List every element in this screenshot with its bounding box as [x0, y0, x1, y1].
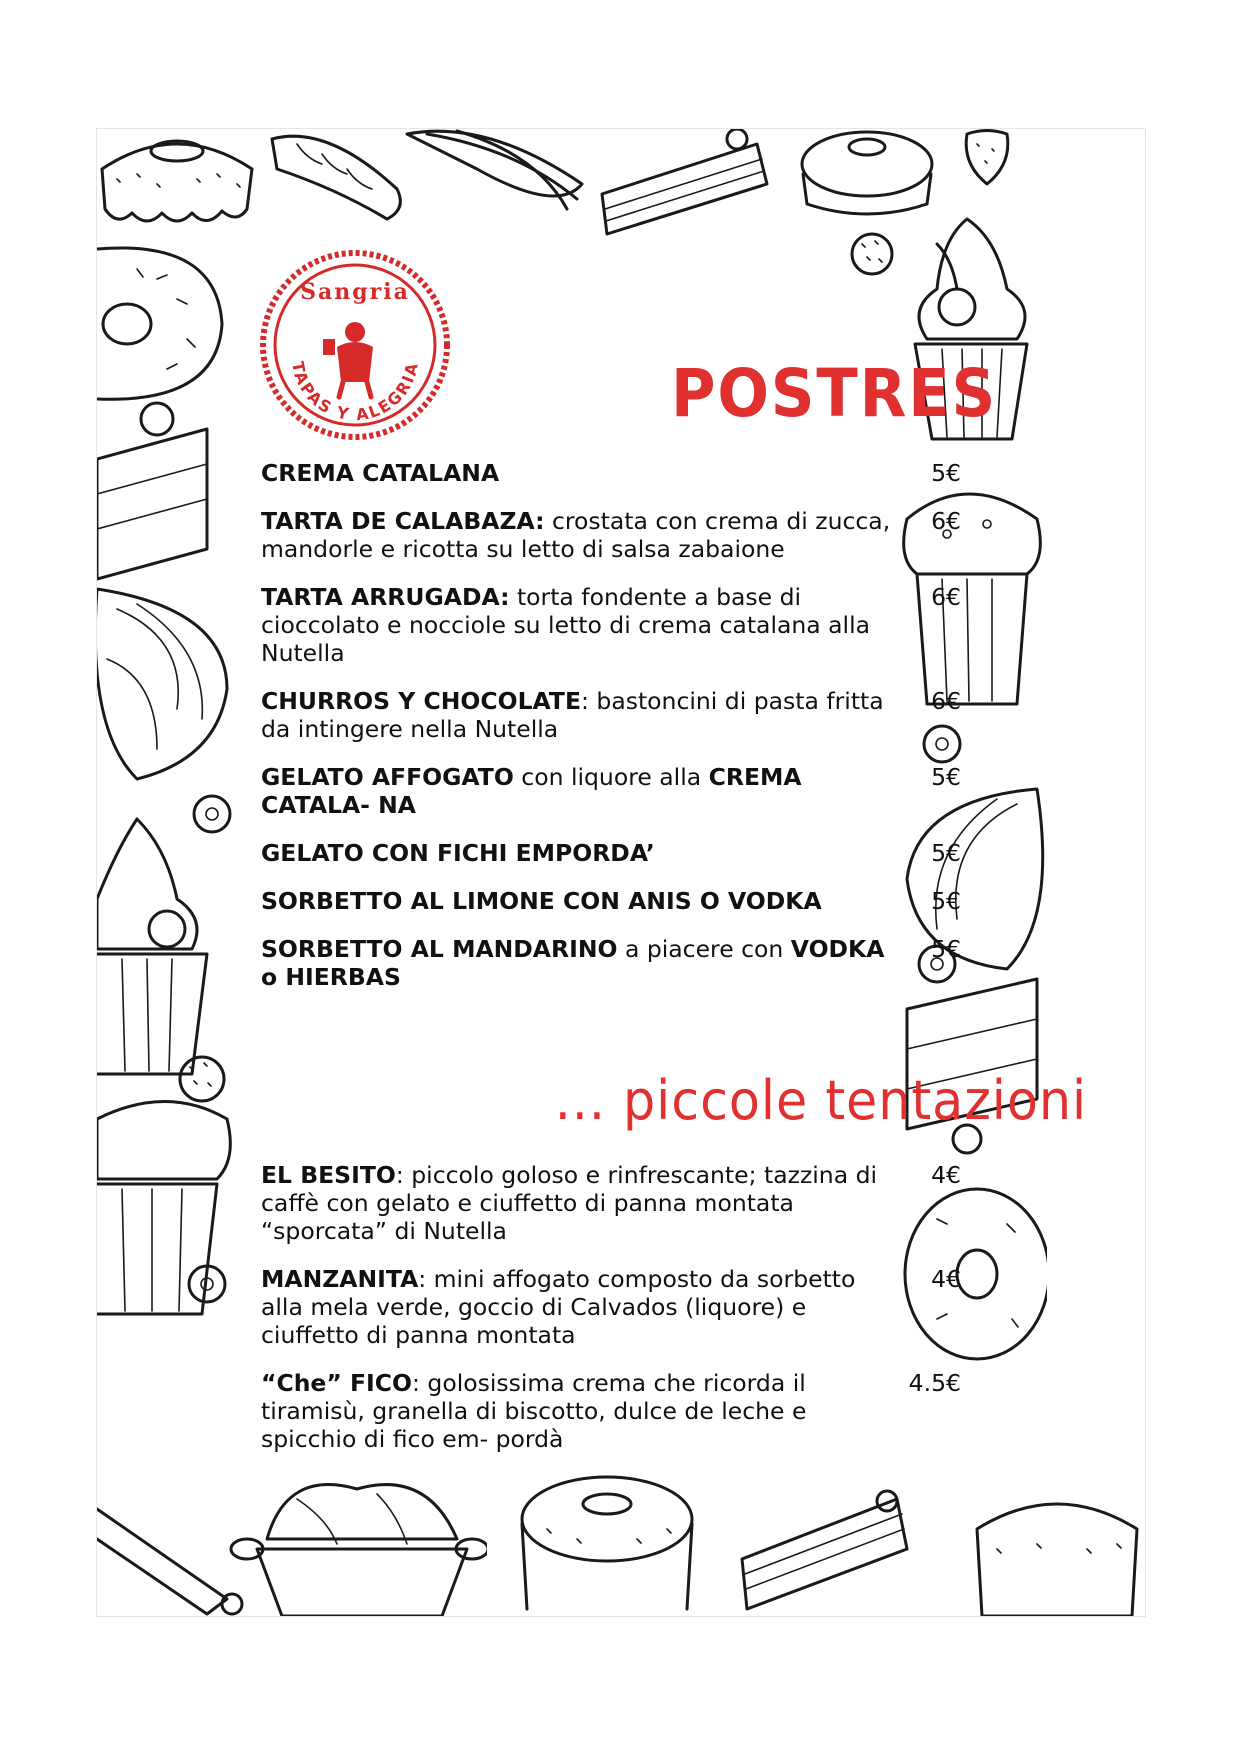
donut-illustration-bottom: [967, 1489, 1145, 1616]
menu-item: [261, 1369, 961, 1453]
logo-figure-icon: [323, 322, 373, 397]
item-price: 4.5€: [908, 1369, 961, 1397]
item-name: “Che” FICO: [261, 1369, 413, 1397]
item-price: 5€: [931, 839, 961, 867]
menu-page: [96, 128, 1146, 1617]
item-price: 5€: [931, 887, 961, 915]
menu-item: [261, 459, 961, 487]
cake-slice-illustration: [597, 129, 777, 239]
cake-slice-illustration-bottom: [737, 1489, 917, 1616]
menu-item: [261, 763, 961, 819]
layer-cake-illustration: [97, 399, 217, 589]
logo-tagline: TAPAS Y ALEGRIA: [288, 359, 423, 425]
item-name: MANZANITA: [261, 1265, 419, 1293]
item-description: con liquore alla: [513, 763, 709, 791]
item-description: a piacere con: [617, 935, 791, 963]
rolling-pin-illustration: [97, 1489, 247, 1616]
sprinkle-donut-illustration: [97, 239, 227, 409]
croissant-illustration: [97, 579, 237, 789]
item-name: EL BESITO: [261, 1161, 396, 1189]
raspberry-illustration: [847, 229, 897, 279]
item-description: : mini affogato composto da sorbetto alla mela verde, goccio di Calvados (liquore) e ciuffetto di panna montata: [261, 1265, 856, 1349]
menu-item: [261, 935, 961, 991]
item-name: CREMA CATALANA: [261, 459, 500, 487]
item-price: 6€: [931, 583, 961, 611]
baguette-illustration: [267, 129, 407, 229]
tentazioni-list: [261, 1161, 961, 1473]
item-description: : piccolo goloso e rinfrescante; tazzina di caffè con gelato e ciuffetto di panna montata “sporcata” di Nutella: [261, 1161, 878, 1245]
item-name: CHURROS Y CHOCOLATE: [261, 687, 582, 715]
item-description: crostata con crema di zucca, mandorle e ricotta su letto di salsa zabaione: [261, 507, 891, 563]
strawberry-illustration: [957, 129, 1017, 189]
basket-illustration: [227, 1469, 487, 1616]
item-name: TARTA ARRUGADA:: [261, 583, 510, 611]
item-name-secondary: VODKA o HIERBAS: [261, 935, 885, 991]
item-name: GELATO CON FICHI EMPORDA’: [261, 839, 655, 867]
bundt-cake-illustration: [517, 1469, 697, 1616]
menu-item: [261, 583, 961, 667]
section-title-postres: POSTRES: [671, 355, 998, 432]
menu-item: [261, 887, 961, 915]
item-price: 5€: [931, 459, 961, 487]
postres-list: [261, 459, 961, 1011]
item-name-secondary: CREMA CATALA- NA: [261, 763, 802, 819]
whisk-illustration: [397, 129, 597, 219]
menu-item: [261, 1161, 961, 1245]
menu-item: [261, 1265, 961, 1349]
item-price: 6€: [931, 507, 961, 535]
item-name: GELATO AFFOGATO: [261, 763, 514, 791]
menu-item: [261, 839, 961, 867]
item-description: : bastoncini di pasta fritta da intingere nella Nutella: [261, 687, 884, 743]
item-price: 6€: [931, 687, 961, 715]
item-name: SORBETTO AL LIMONE CON ANIS O VODKA: [261, 887, 822, 915]
logo-wordmark: Sangria: [300, 279, 410, 305]
cupcake-illustration-left: [97, 809, 227, 1089]
item-name: SORBETTO AL MANDARINO: [261, 935, 618, 963]
menu-item: [261, 507, 961, 563]
item-price: 5€: [931, 763, 961, 791]
item-name: TARTA DE CALABAZA:: [261, 507, 545, 535]
blueberry-illustration: [182, 1259, 232, 1309]
item-description: : golosissima crema che ricorda il tiramisù, granella di biscotto, dulce de leche e spicchio di fico em- pordà: [261, 1369, 807, 1453]
section-title-tentazioni: ... piccole tentazioni: [554, 1069, 1087, 1132]
item-price: 4€: [931, 1265, 961, 1293]
donut-cake-illustration: [97, 129, 257, 239]
item-description: torta fondente a base di cioccolato e nocciole su letto di crema catalana alla Nutella: [261, 583, 871, 667]
menu-item: [261, 687, 961, 743]
item-price: 5€: [931, 935, 961, 963]
sangria-logo: [257, 247, 453, 443]
item-price: 4€: [931, 1161, 961, 1189]
